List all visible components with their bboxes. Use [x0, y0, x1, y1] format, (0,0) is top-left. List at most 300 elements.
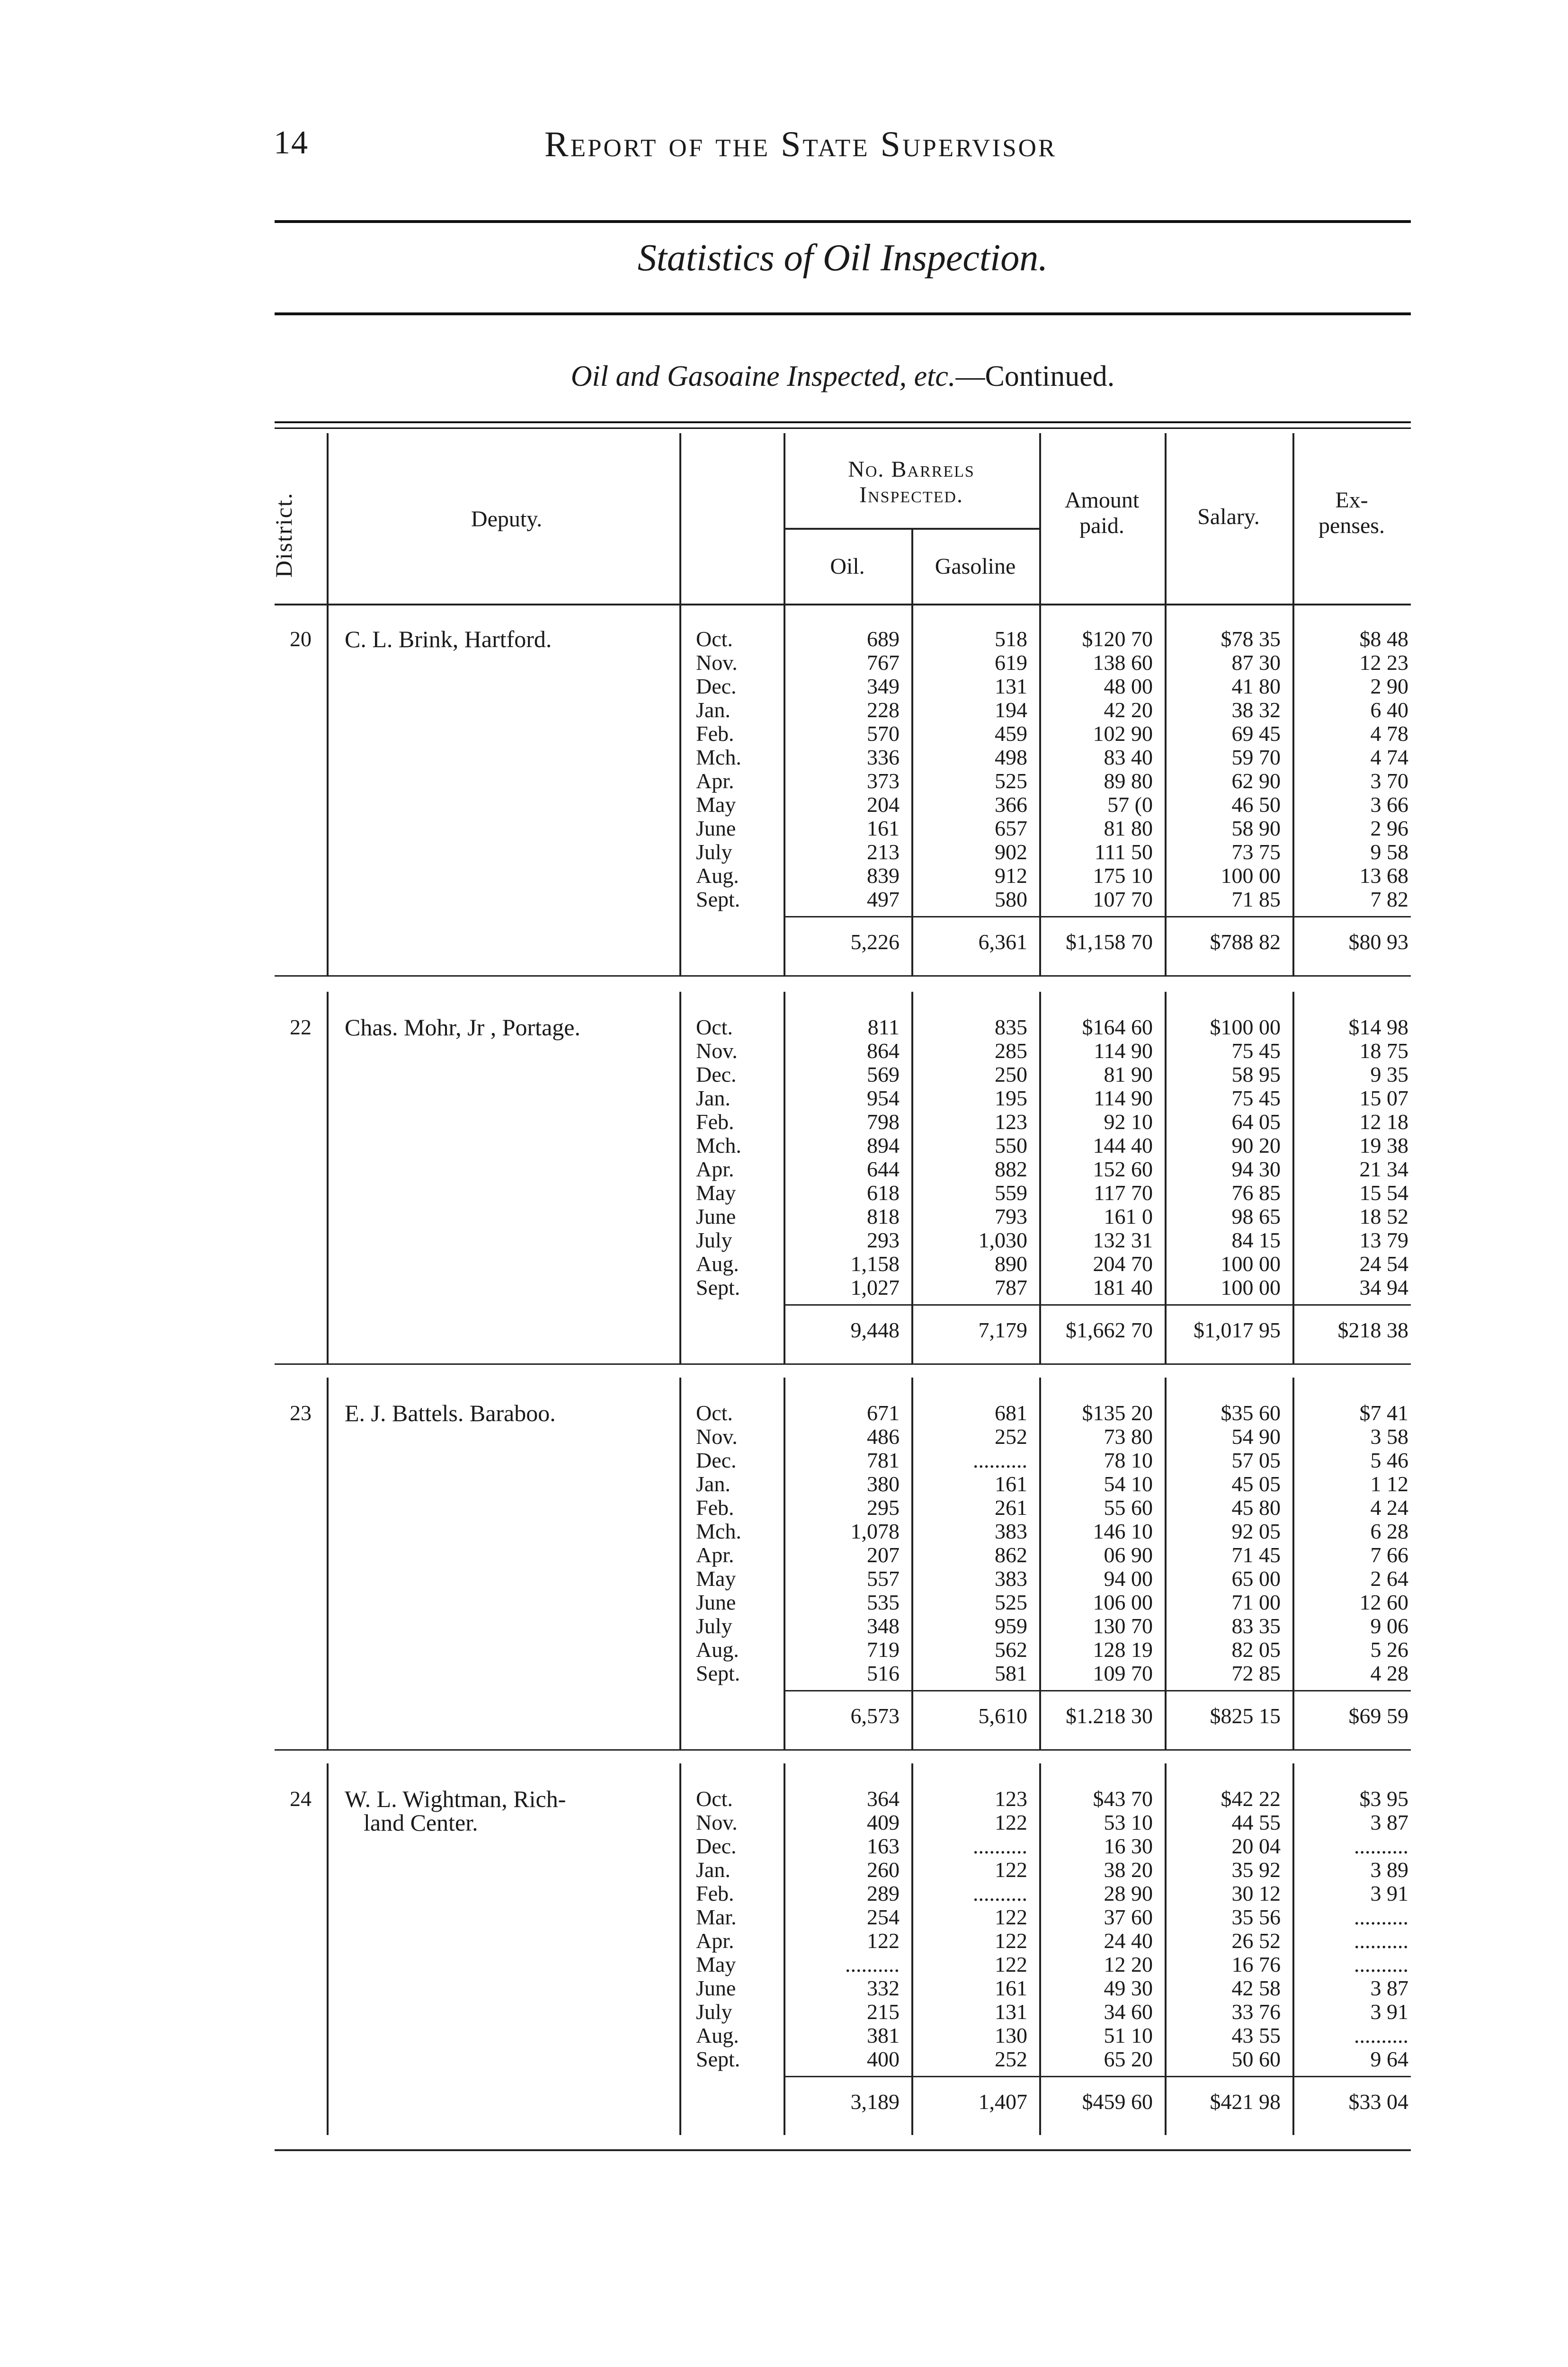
table-cell-salary: 58 95	[1231, 1062, 1281, 1086]
table-cell-gas: 161	[995, 1472, 1027, 1496]
table-cell-amount: 83 40	[1104, 745, 1153, 769]
table-cell-oil: 781	[867, 1448, 900, 1472]
salary-column-header: Salary.	[1197, 504, 1260, 529]
deputy-name: Chas. Mohr, Jr , Portage.	[345, 1014, 580, 1041]
table-cell-gas: 835	[995, 1015, 1027, 1039]
table-cell-expenses: 13 68	[1359, 863, 1408, 888]
table-cell-salary: 83 35	[1231, 1614, 1281, 1638]
month-label: Oct.	[696, 1787, 733, 1811]
table-top-rule-1	[275, 421, 1411, 423]
total-cell-salary: $421 98	[1210, 2090, 1281, 2114]
total-cell-salary: $1,017 95	[1194, 1318, 1281, 1342]
table-cell-gas: 681	[995, 1401, 1027, 1425]
amount-header-line-2: paid.	[1079, 513, 1124, 538]
table-cell-salary: 87 30	[1231, 650, 1281, 675]
table-cell-amount: 37 60	[1104, 1905, 1153, 1929]
table-cell-amount: 109 70	[1093, 1661, 1153, 1685]
table-cell-oil: 516	[867, 1661, 900, 1685]
table-cell-amount: 89 80	[1104, 769, 1153, 793]
table-cell-expenses: 34 94	[1359, 1275, 1408, 1299]
column-rule	[679, 604, 681, 975]
table-cell-oil: 497	[867, 887, 900, 911]
table-cell-expenses: 6 28	[1370, 1519, 1408, 1543]
table-cell-oil: 207	[867, 1543, 900, 1567]
month-label: Feb.	[696, 1881, 734, 1905]
total-cell-oil: 5,226	[850, 930, 900, 954]
table-cell-amount: 107 70	[1093, 887, 1153, 911]
table-cell-gas: 123	[995, 1787, 1027, 1811]
table-cell-expenses: 18 52	[1359, 1204, 1408, 1228]
table-cell-expenses: 12 18	[1359, 1110, 1408, 1134]
month-label: July	[696, 1614, 732, 1638]
month-label: Mch.	[696, 1133, 741, 1157]
table-cell-expenses: 5 26	[1370, 1637, 1408, 1662]
table-cell-oil: 618	[867, 1181, 900, 1205]
table-cell-oil: 644	[867, 1157, 900, 1181]
page-number: 14	[274, 125, 309, 161]
table-cell-expenses: $14 98	[1348, 1015, 1408, 1039]
expenses-column-header	[1292, 488, 1411, 539]
table-cell-oil: 719	[867, 1637, 900, 1662]
section-rule	[275, 1363, 1411, 1365]
table-cell-amount: 111 50	[1094, 840, 1153, 864]
table-cell-salary: 75 45	[1231, 1086, 1281, 1110]
gasoline-column-header: Gasoline	[935, 554, 1016, 579]
table-cell-gas: 562	[995, 1637, 1027, 1662]
month-label: Aug.	[696, 863, 739, 888]
month-label: Feb.	[696, 1495, 734, 1520]
table-cell-oil: 689	[867, 627, 900, 651]
table-cell-salary: 45 05	[1231, 1472, 1281, 1496]
month-label: Jan.	[696, 1472, 731, 1496]
table-cell-salary: 72 85	[1231, 1661, 1281, 1685]
table-cell-salary: 82 05	[1231, 1637, 1281, 1662]
month-label: Nov.	[696, 1424, 738, 1449]
table-cell-amount: 28 90	[1104, 1881, 1153, 1905]
total-cell-gas: 7,179	[978, 1318, 1027, 1342]
month-label: Oct.	[696, 627, 733, 651]
total-cell-amount: $1,662 70	[1066, 1318, 1153, 1342]
table-cell-amount: 94 00	[1104, 1566, 1153, 1591]
table-cell-amount: 128 19	[1093, 1637, 1153, 1662]
deputy-name: E. J. Battels. Baraboo.	[345, 1400, 556, 1426]
table-cell-expenses: 4 78	[1370, 721, 1408, 746]
total-cell-expenses: $80 93	[1348, 930, 1408, 954]
table-cell-salary: 62 90	[1231, 769, 1281, 793]
title-rule-bottom	[275, 312, 1411, 315]
table-cell-gas: 131	[995, 2000, 1027, 2024]
table-cell-amount: 65 20	[1104, 2047, 1153, 2071]
table-cell-oil: 122	[867, 1929, 900, 1953]
column-rule	[679, 1378, 681, 1749]
month-label: Mch.	[696, 745, 741, 769]
table-cell-gas: 498	[995, 745, 1027, 769]
total-cell-amount: $1.218 30	[1066, 1704, 1153, 1728]
table-cell-salary: 50 60	[1231, 2047, 1281, 2071]
table-cell-expenses: $8 48	[1359, 627, 1408, 651]
header-column-rule	[1165, 433, 1167, 604]
barrels-group-header	[784, 457, 1039, 508]
table-cell-amount: $43 70	[1093, 1787, 1153, 1811]
table-cell-oil: 348	[867, 1614, 900, 1638]
district-number: 20	[290, 627, 312, 651]
table-cell-gas: 252	[995, 2047, 1027, 2071]
table-cell-oil: 228	[867, 698, 900, 722]
table-cell-salary: 20 04	[1231, 1834, 1281, 1858]
table-cell-salary: 64 05	[1231, 1110, 1281, 1134]
table-cell-gas: 383	[995, 1519, 1027, 1543]
table-cell-expenses: 3 87	[1370, 1976, 1408, 2000]
table-cell-expenses: 2 90	[1370, 674, 1408, 698]
month-label: Sept.	[696, 887, 740, 911]
column-rule	[327, 1763, 329, 2135]
table-cell-gas: 787	[995, 1275, 1027, 1299]
header-column-rule	[784, 433, 785, 604]
total-rule	[784, 916, 1411, 917]
table-cell-gas: 550	[995, 1133, 1027, 1157]
table-cell-amount: 152 60	[1093, 1157, 1153, 1181]
table-cell-expenses: ..........	[1354, 1905, 1408, 1929]
table-cell-expenses: 19 38	[1359, 1133, 1408, 1157]
table-cell-salary: 45 80	[1231, 1495, 1281, 1520]
month-label: Sept.	[696, 1661, 740, 1685]
table-cell-amount: 102 90	[1093, 721, 1153, 746]
table-cell-gas: 581	[995, 1661, 1027, 1685]
table-cell-gas: 912	[995, 863, 1027, 888]
table-cell-salary: 100 00	[1221, 863, 1281, 888]
table-cell-gas: 890	[995, 1252, 1027, 1276]
month-label: June	[696, 1590, 736, 1614]
table-cell-gas: ..........	[973, 1834, 1027, 1858]
table-cell-salary: 58 90	[1231, 816, 1281, 840]
table-cell-oil: 954	[867, 1086, 900, 1110]
table-cell-oil: 798	[867, 1110, 900, 1134]
month-label: Dec.	[696, 1834, 737, 1858]
table-cell-gas: 261	[995, 1495, 1027, 1520]
table-cell-expenses: 3 91	[1370, 1881, 1408, 1905]
table-cell-amount: 55 60	[1104, 1495, 1153, 1520]
table-cell-amount: 181 40	[1093, 1275, 1153, 1299]
table-cell-salary: 100 00	[1221, 1275, 1281, 1299]
table-cell-gas: 862	[995, 1543, 1027, 1567]
total-cell-salary: $825 15	[1210, 1704, 1281, 1728]
table-cell-oil: 381	[867, 2023, 900, 2047]
table-cell-gas: 122	[995, 1905, 1027, 1929]
expenses-header-line-2: penses.	[1319, 513, 1385, 538]
table-cell-salary: 35 92	[1231, 1858, 1281, 1882]
table-cell-gas: 366	[995, 792, 1027, 817]
month-label: Dec.	[696, 674, 737, 698]
table-cell-expenses: 3 89	[1370, 1858, 1408, 1882]
deputy-name: C. L. Brink, Hartford.	[345, 626, 552, 652]
table-cell-salary: 71 45	[1231, 1543, 1281, 1567]
table-cell-amount: 12 20	[1104, 1952, 1153, 1976]
table-cell-gas: 285	[995, 1039, 1027, 1063]
month-label: Jan.	[696, 698, 731, 722]
table-cell-salary: 57 05	[1231, 1448, 1281, 1472]
table-cell-expenses: 6 40	[1370, 698, 1408, 722]
table-cell-gas: ..........	[973, 1448, 1027, 1472]
month-label: June	[696, 1204, 736, 1228]
table-cell-salary: 84 15	[1231, 1228, 1281, 1252]
table-cell-oil: 486	[867, 1424, 900, 1449]
table-cell-expenses: $7 41	[1359, 1401, 1408, 1425]
table-cell-expenses: $3 95	[1359, 1787, 1408, 1811]
table-cell-oil: 254	[867, 1905, 900, 1929]
table-cell-gas: 559	[995, 1181, 1027, 1205]
month-label: Jan.	[696, 1858, 731, 1882]
table-subtitle	[275, 360, 1411, 393]
table-cell-gas: 123	[995, 1110, 1027, 1134]
total-cell-oil: 3,189	[850, 2090, 900, 2114]
table-cell-salary: 90 20	[1231, 1133, 1281, 1157]
deputy-name: land Center.	[364, 1809, 478, 1836]
table-cell-expenses: 7 82	[1370, 887, 1408, 911]
total-cell-oil: 9,448	[850, 1318, 900, 1342]
table-cell-amount: 175 10	[1093, 863, 1153, 888]
table-cell-expenses: 9 58	[1370, 840, 1408, 864]
header-column-rule	[1039, 433, 1041, 604]
table-cell-amount: 53 10	[1104, 1810, 1153, 1834]
deputy-column-header: Deputy.	[471, 507, 543, 532]
table-cell-gas: 902	[995, 840, 1027, 864]
month-label: Nov.	[696, 1039, 738, 1063]
total-cell-expenses: $69 59	[1348, 1704, 1408, 1728]
table-cell-gas: 959	[995, 1614, 1027, 1638]
month-label: May	[696, 1181, 736, 1205]
month-label: Apr.	[696, 1157, 734, 1181]
total-rule	[784, 2076, 1411, 2077]
table-cell-expenses: 2 96	[1370, 816, 1408, 840]
table-cell-salary: 46 50	[1231, 792, 1281, 817]
table-cell-oil: 293	[867, 1228, 900, 1252]
table-cell-oil: 569	[867, 1062, 900, 1086]
table-cell-amount: 42 20	[1104, 698, 1153, 722]
total-cell-gas: 6,361	[978, 930, 1027, 954]
table-cell-salary: 26 52	[1231, 1929, 1281, 1953]
subtitle-italic: Oil and Gasoaine Inspected, etc.	[570, 360, 956, 392]
table-cell-expenses: 13 79	[1359, 1228, 1408, 1252]
table-cell-amount: 51 10	[1104, 2023, 1153, 2047]
table-cell-salary: $78 35	[1221, 627, 1281, 651]
table-cell-expenses: 9 64	[1370, 2047, 1408, 2071]
table-cell-oil: 332	[867, 1976, 900, 2000]
table-cell-expenses: 9 35	[1370, 1062, 1408, 1086]
table-cell-amount: 117 70	[1094, 1181, 1153, 1205]
table-cell-expenses: ..........	[1354, 1952, 1408, 1976]
month-label: Oct.	[696, 1015, 733, 1039]
table-cell-expenses: 3 87	[1370, 1810, 1408, 1834]
table-cell-oil: 215	[867, 2000, 900, 2024]
table-cell-expenses: 1 12	[1370, 1472, 1408, 1496]
table-cell-oil: 364	[867, 1787, 900, 1811]
table-cell-oil: 373	[867, 769, 900, 793]
total-cell-salary: $788 82	[1210, 930, 1281, 954]
table-cell-amount: $164 60	[1082, 1015, 1153, 1039]
table-cell-amount: 78 10	[1104, 1448, 1153, 1472]
table-cell-gas: 130	[995, 2023, 1027, 2047]
district-number: 24	[290, 1787, 312, 1811]
table-bottom-rule	[275, 2149, 1411, 2151]
table-cell-amount: 204 70	[1093, 1252, 1153, 1276]
month-label: Jan.	[696, 1086, 731, 1110]
table-cell-oil: 767	[867, 650, 900, 675]
table-cell-oil: 839	[867, 863, 900, 888]
running-title: Report of the State Supervisor	[544, 125, 1057, 164]
table-cell-amount: 24 40	[1104, 1929, 1153, 1953]
table-cell-salary: $100 00	[1210, 1015, 1281, 1039]
month-label: Aug.	[696, 1637, 739, 1662]
header-column-rule	[679, 433, 681, 604]
month-label: Oct.	[696, 1401, 733, 1425]
table-cell-gas: 122	[995, 1929, 1027, 1953]
table-cell-salary: 98 65	[1231, 1204, 1281, 1228]
table-cell-oil: 295	[867, 1495, 900, 1520]
table-cell-salary: 71 00	[1231, 1590, 1281, 1614]
total-cell-gas: 5,610	[978, 1704, 1027, 1728]
table-cell-gas: 122	[995, 1952, 1027, 1976]
table-cell-expenses: 3 91	[1370, 2000, 1408, 2024]
table-cell-expenses: 7 66	[1370, 1543, 1408, 1567]
month-label: May	[696, 1952, 736, 1976]
table-cell-expenses: ..........	[1354, 1834, 1408, 1858]
table-cell-salary: 33 76	[1231, 2000, 1281, 2024]
table-cell-salary: $42 22	[1221, 1787, 1281, 1811]
column-rule	[679, 992, 681, 1363]
total-cell-expenses: $33 04	[1348, 2090, 1408, 2114]
table-cell-expenses: 12 23	[1359, 650, 1408, 675]
table-cell-expenses: 4 28	[1370, 1661, 1408, 1685]
table-cell-expenses: 9 06	[1370, 1614, 1408, 1638]
table-cell-amount: 57 (0	[1107, 792, 1153, 817]
table-cell-oil: 213	[867, 840, 900, 864]
table-cell-oil: 409	[867, 1810, 900, 1834]
amount-column-header	[1039, 488, 1165, 539]
table-cell-oil: 671	[867, 1401, 900, 1425]
month-label: July	[696, 2000, 732, 2024]
table-cell-gas: 250	[995, 1062, 1027, 1086]
table-cell-salary: 35 56	[1231, 1905, 1281, 1929]
table-cell-amount: 161 0	[1104, 1204, 1153, 1228]
table-cell-gas: 122	[995, 1858, 1027, 1882]
month-label: Mch.	[696, 1519, 741, 1543]
column-rule	[679, 1763, 681, 2135]
table-cell-oil: 818	[867, 1204, 900, 1228]
table-cell-expenses: 3 66	[1370, 792, 1408, 817]
table-top-rule-2	[275, 427, 1411, 429]
table-cell-oil: 400	[867, 2047, 900, 2071]
table-cell-oil: 289	[867, 1881, 900, 1905]
table-cell-oil: 894	[867, 1133, 900, 1157]
table-cell-salary: 100 00	[1221, 1252, 1281, 1276]
table-cell-gas: 161	[995, 1976, 1027, 2000]
table-cell-expenses: 5 46	[1370, 1448, 1408, 1472]
table-cell-expenses: 18 75	[1359, 1039, 1408, 1063]
total-cell-expenses: $218 38	[1337, 1318, 1408, 1342]
table-cell-amount: 92 10	[1104, 1110, 1153, 1134]
table-cell-amount: 144 40	[1093, 1133, 1153, 1157]
total-cell-oil: 6,573	[850, 1704, 900, 1728]
total-cell-gas: 1,407	[978, 2090, 1027, 2114]
month-label: Feb.	[696, 1110, 734, 1134]
table-cell-salary: $35 60	[1221, 1401, 1281, 1425]
table-cell-amount: $120 70	[1082, 627, 1153, 651]
table-cell-salary: 42 58	[1231, 1976, 1281, 2000]
table-cell-oil: 336	[867, 745, 900, 769]
table-cell-salary: 92 05	[1231, 1519, 1281, 1543]
table-cell-gas: 525	[995, 769, 1027, 793]
table-cell-gas: 1,030	[978, 1228, 1027, 1252]
table-cell-gas: 252	[995, 1424, 1027, 1449]
month-label: Aug.	[696, 1252, 739, 1276]
district-number: 22	[290, 1015, 312, 1039]
table-cell-expenses: ..........	[1354, 1929, 1408, 1953]
table-cell-salary: 73 75	[1231, 840, 1281, 864]
table-cell-amount: 81 90	[1104, 1062, 1153, 1086]
table-cell-gas: 619	[995, 650, 1027, 675]
oil-gas-header-rule	[911, 528, 913, 604]
month-label: Nov.	[696, 650, 738, 675]
month-label: June	[696, 1976, 736, 2000]
table-cell-oil: 535	[867, 1590, 900, 1614]
table-cell-salary: 94 30	[1231, 1157, 1281, 1181]
column-rule	[327, 992, 329, 1363]
table-cell-gas: 580	[995, 887, 1027, 911]
total-rule	[784, 1690, 1411, 1691]
table-cell-expenses: 24 54	[1359, 1252, 1408, 1276]
table-cell-salary: 30 12	[1231, 1881, 1281, 1905]
table-cell-amount: 73 80	[1104, 1424, 1153, 1449]
table-cell-amount: 34 60	[1104, 2000, 1153, 2024]
table-cell-oil: 1,158	[850, 1252, 900, 1276]
column-rule	[327, 1378, 329, 1749]
expenses-header-line-1: Ex-	[1335, 488, 1368, 513]
section-rule	[275, 1749, 1411, 1751]
table-cell-salary: 16 76	[1231, 1952, 1281, 1976]
month-label: Nov.	[696, 1810, 738, 1834]
table-cell-gas: 459	[995, 721, 1027, 746]
total-cell-amount: $1,158 70	[1066, 930, 1153, 954]
table-cell-amount: 49 30	[1104, 1976, 1153, 2000]
table-cell-oil: 570	[867, 721, 900, 746]
subtitle-plain: —Continued.	[955, 360, 1115, 392]
district-column-header: District.	[270, 492, 297, 578]
month-label: Mar.	[696, 1905, 737, 1929]
table-cell-amount: 132 31	[1093, 1228, 1153, 1252]
table-cell-amount: $135 20	[1082, 1401, 1153, 1425]
table-cell-amount: 54 10	[1104, 1472, 1153, 1496]
month-label: May	[696, 1566, 736, 1591]
column-rule	[327, 604, 329, 975]
table-cell-gas: ..........	[973, 1881, 1027, 1905]
table-cell-gas: 525	[995, 1590, 1027, 1614]
table-cell-gas: 122	[995, 1810, 1027, 1834]
table-cell-salary: 76 85	[1231, 1181, 1281, 1205]
table-cell-salary: 65 00	[1231, 1566, 1281, 1591]
table-cell-expenses: 15 54	[1359, 1181, 1408, 1205]
table-cell-oil: 161	[867, 816, 900, 840]
month-label: Sept.	[696, 1275, 740, 1299]
table-cell-oil: 864	[867, 1039, 900, 1063]
section-rule	[275, 975, 1411, 977]
month-label: Feb.	[696, 721, 734, 746]
month-label: Aug.	[696, 2023, 739, 2047]
month-label: Apr.	[696, 1543, 734, 1567]
table-cell-gas: 194	[995, 698, 1027, 722]
table-cell-amount: 81 80	[1104, 816, 1153, 840]
table-title: Statistics of Oil Inspection.	[637, 237, 1048, 279]
table-cell-gas: 793	[995, 1204, 1027, 1228]
